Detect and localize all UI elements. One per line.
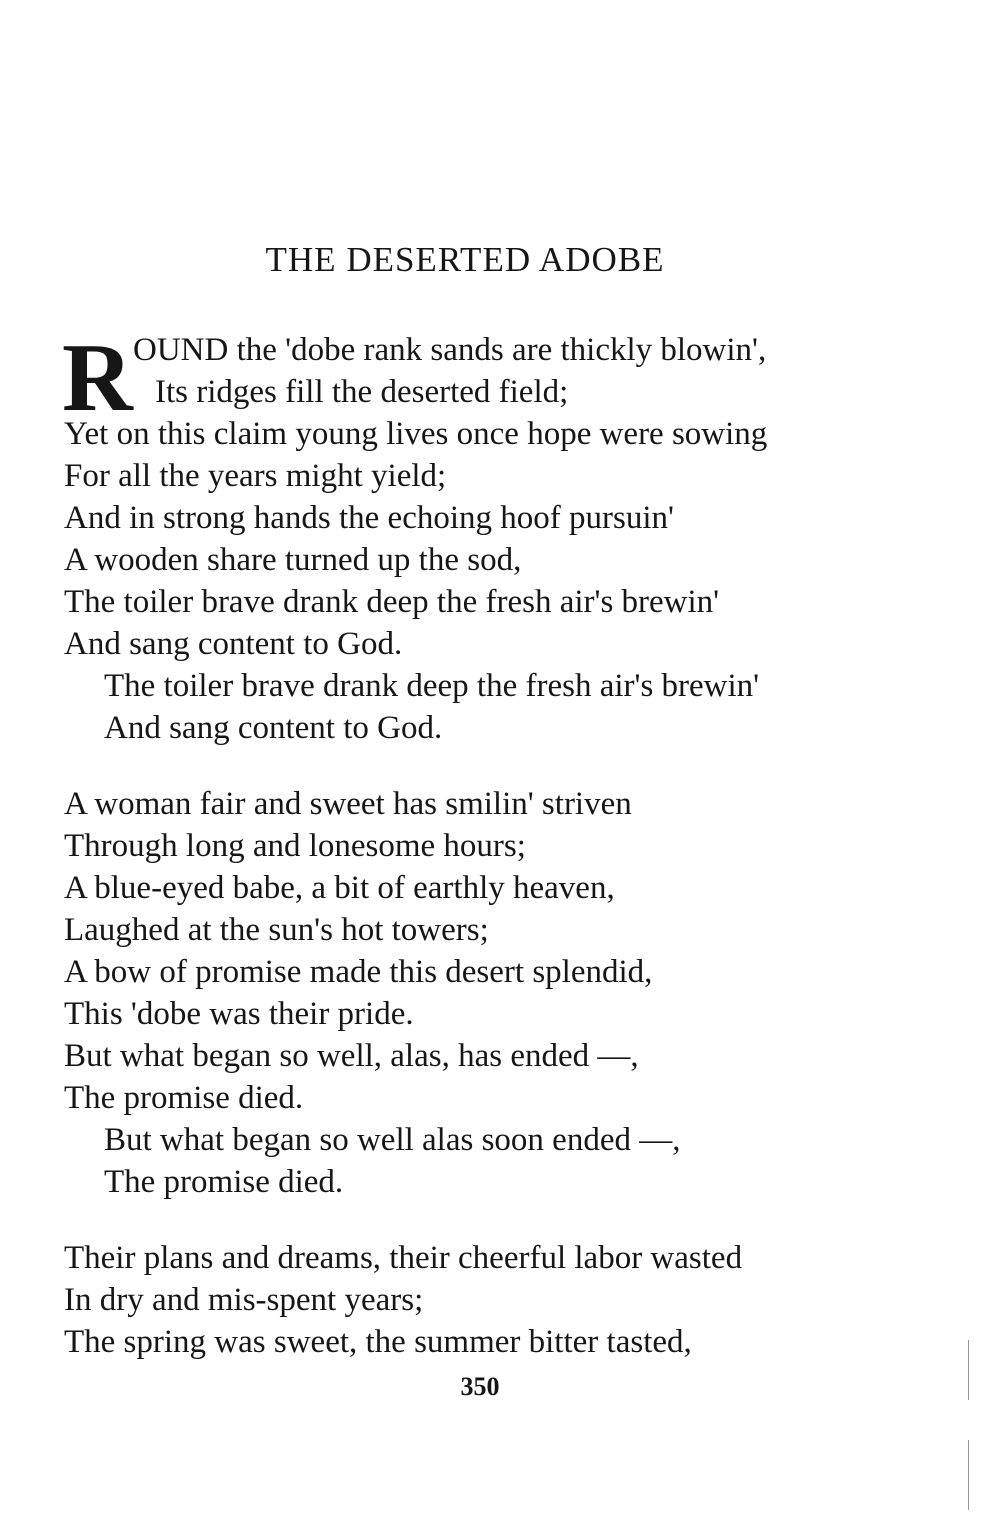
poem-line: And sang content to God. [64, 626, 403, 662]
poem-line: Laughed at the sun's hot towers; [64, 912, 489, 948]
scan-edge-mark [968, 1440, 969, 1510]
poem-line: But what began so well, alas, has ended —, [64, 1038, 639, 1074]
drop-cap: R [62, 324, 133, 432]
poem-line: For all the years might yield; [64, 458, 447, 494]
poem-line: The promise died. [64, 1080, 304, 1116]
page-number: 350 [460, 1372, 500, 1401]
poem-line: Its ridges fill the deserted field; [155, 374, 569, 410]
poem-line: Their plans and dreams, their cheerful labor wasted [64, 1240, 743, 1276]
poem-line: A bow of promise made this desert splendid, [64, 954, 653, 990]
scan-edge-mark [968, 1340, 969, 1400]
poem-line: A blue-eyed babe, a bit of earthly heaven, [64, 870, 615, 906]
poem-line: Yet on this claim young lives once hope were sowing [64, 416, 768, 452]
poem-line: In dry and mis-spent years; [64, 1282, 424, 1318]
poem-line: And in strong hands the echoing hoof pursuin' [64, 500, 674, 536]
refrain-line: But what began so well alas soon ended —, [104, 1122, 681, 1158]
poem-line: A woman fair and sweet has smilin' striven [64, 786, 632, 822]
poem-line: This 'dobe was their pride. [64, 996, 414, 1032]
poem-line: The spring was sweet, the summer bitter tasted, [64, 1324, 692, 1360]
poem-line: A wooden share turned up the sod, [64, 542, 522, 578]
poem-title: THE DESERTED ADOBE [265, 240, 665, 279]
poem-line: OUND the 'dobe rank sands are thickly blowin', [133, 332, 767, 368]
refrain-line: The promise died. [104, 1164, 344, 1200]
poem-line: The toiler brave drank deep the fresh air's brewin' [64, 584, 720, 620]
poem-line: Through long and lonesome hours; [64, 828, 526, 864]
refrain-line: And sang content to God. [104, 710, 443, 746]
refrain-line: The toiler brave drank deep the fresh air's brewin' [104, 668, 760, 704]
